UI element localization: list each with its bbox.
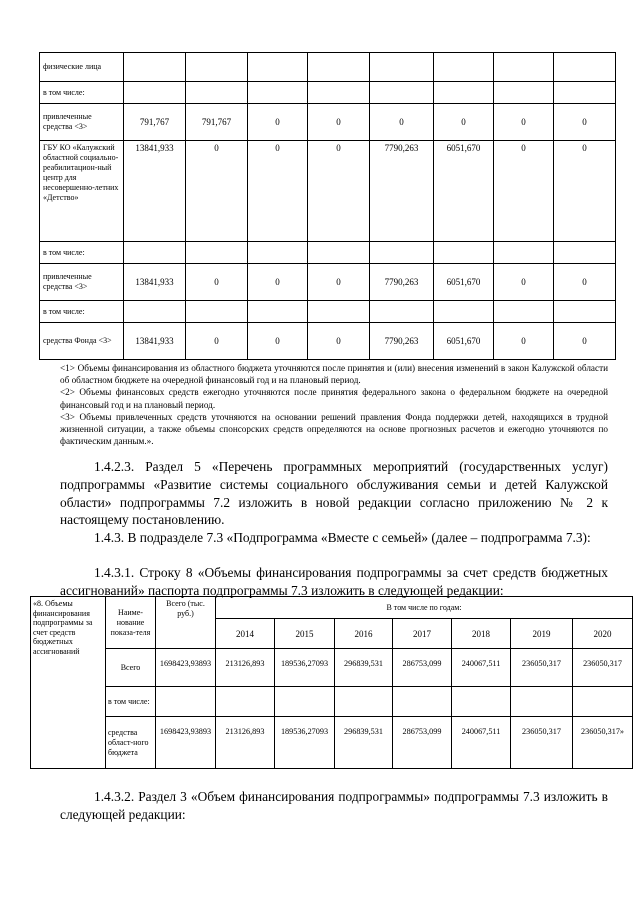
value-cell: 13841,933 [124, 323, 186, 360]
year-value-cell: 240067,511 [452, 717, 511, 769]
value-cell: 0 [494, 323, 554, 360]
year-value-cell: 286753,099 [393, 717, 452, 769]
value-cell [494, 53, 554, 82]
table-row [31, 687, 633, 717]
value-cell [186, 82, 248, 104]
total-cell [156, 687, 216, 717]
value-cell: 0 [554, 104, 616, 141]
row-label: в том числе: [40, 82, 124, 104]
year-value-cell [452, 687, 511, 717]
value-cell: 0 [308, 141, 370, 242]
value-cell [434, 82, 494, 104]
year-header: 2018 [452, 619, 511, 649]
value-cell: 0 [248, 104, 308, 141]
year-value-cell: 236050,317 [511, 649, 573, 687]
year-value-cell: 189536,27093 [275, 717, 335, 769]
table-row [31, 717, 633, 769]
subprogram-financing-table [30, 596, 633, 769]
row-header-cell: «8. Объемы финансирования подпрограммы за счет средств бюджетных ассигнований [31, 597, 106, 769]
year-header: 2020 [573, 619, 633, 649]
year-header: 2014 [216, 619, 275, 649]
value-cell [370, 82, 434, 104]
year-value-cell [335, 687, 393, 717]
value-cell: 0 [186, 323, 248, 360]
row-label: ГБУ КО «Калужский областной социально-реабилитацион-ный центр для несовершенно-летних «Детство» [40, 141, 124, 242]
year-value-cell [573, 687, 633, 717]
row-label: в том числе: [40, 242, 124, 264]
value-cell: 0 [370, 104, 434, 141]
value-cell [370, 242, 434, 264]
table-row [40, 141, 616, 242]
value-cell [248, 53, 308, 82]
total-cell: 1698423,93893 [156, 717, 216, 769]
value-cell [554, 82, 616, 104]
value-cell: 7790,263 [370, 141, 434, 242]
value-cell [308, 53, 370, 82]
value-cell: 6051,670 [434, 264, 494, 301]
value-cell: 0 [434, 104, 494, 141]
value-cell: 0 [554, 323, 616, 360]
value-cell [308, 301, 370, 323]
table-row [40, 323, 616, 360]
footnote-3: <3> Объемы привлеченных средств уточняются на основании решений правления Фонда поддержки детей, находящихся в трудной жизненной ситуации, а также объемы спонсорских средств определяются на основе прогнозных расчетов и ежегодно уточняются по фактическим данным.». [60, 411, 608, 447]
paragraph-1-4-3: 1.4.3. В подразделе 7.3 «Подпрограмма «Вместе с семьей» (далее – подпрограмма 7.3): [94, 530, 591, 545]
paragraph-1-4-3-2: 1.4.3.2. Раздел 3 «Объем финансирования подпрограммы» подпрограммы 7.3 изложить в следующей редакции: [60, 789, 608, 822]
value-cell: 0 [494, 141, 554, 242]
value-cell [554, 53, 616, 82]
value-cell: 791,767 [186, 104, 248, 141]
year-value-cell [275, 687, 335, 717]
footnote-1: <1> Объемы финансирования из областного бюджета уточняются после принятия и (или) внесения изменений в закон Калужской области об областном бюджете на очередной финансовый год и на плановый период. [60, 363, 608, 386]
value-cell [370, 301, 434, 323]
financing-table-continuation [39, 52, 616, 360]
paragraph-1-4-3-1: 1.4.3.1. Строку 8 «Объемы финансирования подпрограммы за счет средств бюджетных ассигнований» паспорта подпрограммы 7.3 изложить в следующей редакции: [60, 565, 608, 598]
value-cell: 791,767 [124, 104, 186, 141]
year-value-cell [216, 687, 275, 717]
row-label: физические лица [40, 53, 124, 82]
col-header-years-caption: В том числе по годам: [216, 597, 633, 619]
value-cell [186, 242, 248, 264]
footnote-2: <2> Объемы финансовых средств ежегодно уточняются после принятия федерального закона о федеральном бюджете на очередной финансовый год и на плановый период. [60, 387, 608, 410]
value-cell [186, 301, 248, 323]
year-header: 2019 [511, 619, 573, 649]
row-label: привлеченные средства <3> [40, 104, 124, 141]
year-value-cell: 236050,317 [511, 717, 573, 769]
year-value-cell: 296839,531 [335, 717, 393, 769]
table-row [40, 82, 616, 104]
value-cell: 0 [554, 141, 616, 242]
year-value-cell: 236050,317 [573, 649, 633, 687]
value-cell [434, 53, 494, 82]
value-cell [124, 301, 186, 323]
row-label: средства Фонда <3> [40, 323, 124, 360]
value-cell: 0 [308, 323, 370, 360]
value-cell: 0 [494, 104, 554, 141]
value-cell [124, 82, 186, 104]
indicator-name: средства област-ного бюджета [106, 717, 156, 769]
year-value-cell [393, 687, 452, 717]
value-cell [554, 242, 616, 264]
year-value-cell [511, 687, 573, 717]
row-label: в том числе: [40, 301, 124, 323]
year-value-cell: 286753,099 [393, 649, 452, 687]
value-cell: 13841,933 [124, 141, 186, 242]
year-header: 2015 [275, 619, 335, 649]
year-value-cell: 213126,893 [216, 649, 275, 687]
value-cell [248, 301, 308, 323]
year-header: 2017 [393, 619, 452, 649]
table-row [31, 649, 633, 687]
value-cell: 0 [248, 141, 308, 242]
value-cell: 6051,670 [434, 323, 494, 360]
value-cell: 7790,263 [370, 323, 434, 360]
value-cell [494, 242, 554, 264]
paragraph-1-4-2-3: 1.4.2.3. Раздел 5 «Перечень программных мероприятий (государственных услуг) подпрограммы «Развитие системы социального обслуживания семьи и детей Калужской области» подпрограммы 7.2 изложить в новой редакции согласно приложению № 2 к настоящему постановлению. [60, 459, 608, 528]
year-value-cell: 240067,511 [452, 649, 511, 687]
table-row [40, 242, 616, 264]
value-cell: 0 [554, 264, 616, 301]
year-value-cell: 236050,317» [573, 717, 633, 769]
table-row [40, 301, 616, 323]
value-cell [308, 242, 370, 264]
value-cell [494, 301, 554, 323]
value-cell: 0 [248, 264, 308, 301]
value-cell: 0 [494, 264, 554, 301]
value-cell [434, 301, 494, 323]
indicator-name: Всего [106, 649, 156, 687]
value-cell [186, 53, 248, 82]
value-cell: 0 [186, 141, 248, 242]
value-cell: 7790,263 [370, 264, 434, 301]
footnotes [60, 362, 608, 447]
value-cell [308, 82, 370, 104]
value-cell [370, 53, 434, 82]
col-header-name: Наиме-нование показа-теля [106, 597, 156, 649]
value-cell [248, 242, 308, 264]
year-value-cell: 213126,893 [216, 717, 275, 769]
year-value-cell: 189536,27093 [275, 649, 335, 687]
total-cell: 1698423,93893 [156, 649, 216, 687]
table-row [40, 264, 616, 301]
value-cell: 0 [308, 104, 370, 141]
table-row [40, 104, 616, 141]
value-cell: 0 [308, 264, 370, 301]
col-header-total: Всего (тыс. руб.) [156, 597, 216, 649]
year-header: 2016 [335, 619, 393, 649]
table-row [40, 53, 616, 82]
value-cell [248, 82, 308, 104]
row-label: привлеченные средства <3> [40, 264, 124, 301]
value-cell [434, 242, 494, 264]
year-value-cell: 296839,531 [335, 649, 393, 687]
value-cell [124, 53, 186, 82]
indicator-name: в том числе: [106, 687, 156, 717]
value-cell [124, 242, 186, 264]
value-cell: 0 [186, 264, 248, 301]
value-cell: 0 [248, 323, 308, 360]
value-cell: 6051,670 [434, 141, 494, 242]
value-cell [554, 301, 616, 323]
value-cell: 13841,933 [124, 264, 186, 301]
value-cell [494, 82, 554, 104]
